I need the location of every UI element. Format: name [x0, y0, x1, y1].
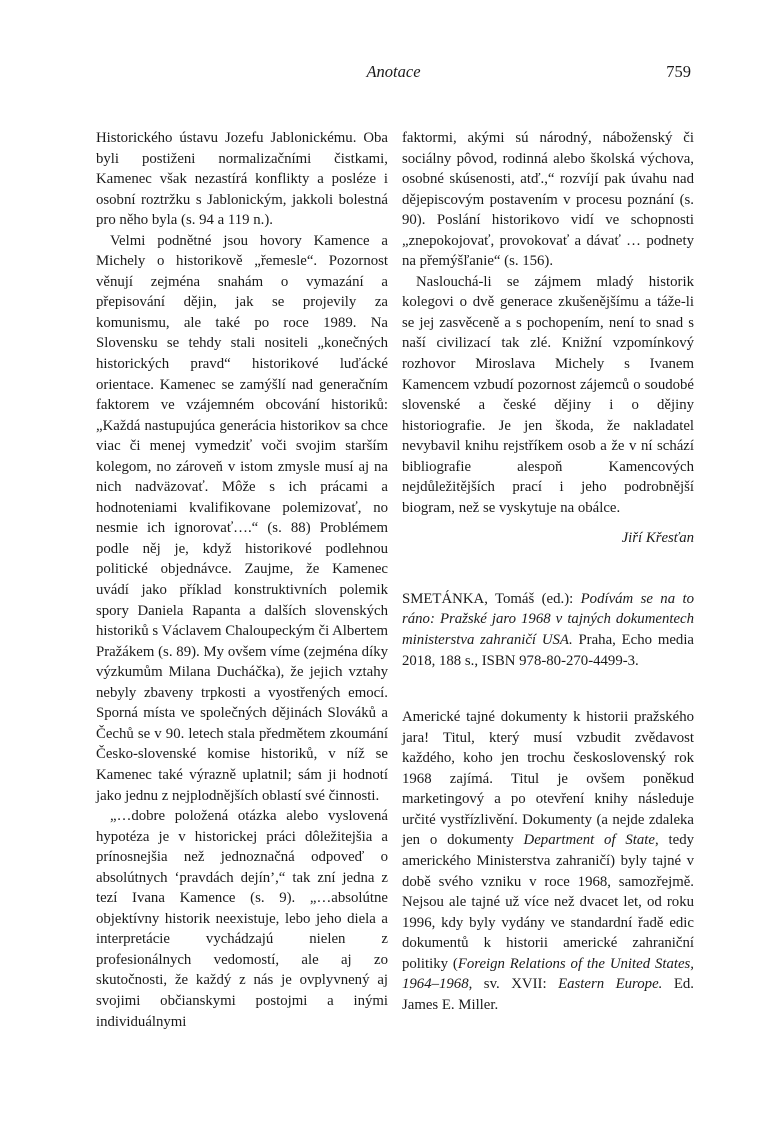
paragraph: Historického ústavu Jozefu Jablonickému. Oba byli postiženi normalizačními čistkami, Kamenec však nezastírá konflikty a posléze i osobní roztržku s Jablonickým, jakkoli bolestná pro něho byla (s. 94 a 119 n.). — [96, 130, 388, 229]
text-run: Ed. James E. Miller. — [402, 976, 694, 1013]
text-run: , sv. XVII: — [468, 976, 559, 993]
page-number: 759 — [666, 62, 691, 81]
left-column — [96, 128, 388, 1032]
paragraph — [402, 707, 694, 1015]
text-run: , tedy amerického Ministerstva zahraničí) byly tajné v době svého vzniku v roce 1968, samozřejmě. Nejsou ale tajné už více než dvacet let, od roku 1996, kdy byly vydány ve standardní řadě edic dokumentů k historii americké zahraniční politiky ( — [402, 832, 694, 972]
paragraph: Velmi podnětné jsou hovory Kamence a Michely o historikově „řemesle“. Pozornost věnují zejména snahám o vymazání a přepisování dějin, jak se projevily za komunismu, ale také po roce 1989. Na Slovensku se tehdy stali nositeli „konečných historických pravd“ historikové luďácké orientace. Kamenec se zamýšlí nad generačním faktorem ve vzájemném obcování historiků: „Každá nastupujúca generácia historikov sa chce viac či menej vymedziť voči svojim starším kolegom, no zároveň v istom zmysle musí aj na nich nadväzovať. Môže s ich prácami a hodnoteniami kvalifikovane polemizovať, no nesmie ich ignorovať….“ (s. 88) Problémem podle něj je, když historikové podlehnou politické objednávce. Zaujme, že Kamenec uvádí jako příklad konstruktivních polemik spory Daniela Rapanta a dalších slovenských historiků s Václavem Chaloupeckým či Albertem Pražákem (s. 89). My ovšem víme (zejména díky výzkumům Milana Ducháčka), že jejich vztahy nebyly zbaveny trpkosti a vyostřených emocí. Sporná místa ve společných dějinách Slováků a Čechů se v 90. letech stala předmětem zkoumání Česko-slovenské komise historiků, v níž se Kamenec také výrazně uplatnil; sám ji hodnotí jako jednu z nejplodnějších oblastí své činnosti. — [96, 232, 388, 804]
running-head — [96, 62, 691, 84]
right-column — [402, 128, 694, 1015]
review-author: SMETÁNKA, Tomáš (ed.): — [402, 590, 581, 607]
review-book-title: Podívám se na to ráno: Pražské jaro 1968 v tajných dokumentech ministerstva zahraničí USA. — [402, 590, 694, 649]
text-run-italic: Department of State — [523, 832, 655, 849]
bibliographic-entry — [402, 589, 694, 671]
paragraph: „…dobre položená otázka alebo vyslovená hypotéza je v historickej práci dôležitejšia a prínosnejšia než jednoznačná odpoveď o absolútnych ‘pravdách dejín’,“ tak zní jedna z tezí Ivana Kamence (s. 9). „…absolútne objektívny historik neexistuje, lebo jeho diela a interpretácie vychádzajú nielen z profesionálnych vedomostí, ale aj zo skutočnosti, že každý z nás je ovplyvnený aj svojimi občianskymi postojmi a inými individuálnymi — [96, 808, 388, 1030]
paragraph: faktormi, akými sú národný, náboženský či sociálny pôvod, rodinná alebo školská výchova, osobné skúsenosti, atď.,“ rozvíjí pak úvahu nad dějepiscovým postavením v procesu poznání (s. 90). Poslání historikovo vidí ve schopnosti „znepokojovať, provokovať a dávať … podnety na přemýšľanie“ (s. 156). — [402, 130, 694, 270]
text-run-italic: Foreign Relations of the United States, 1964–1968 — [402, 955, 694, 993]
review-imprint: Praha, Echo media 2018, 188 s., ISBN 978-80-270-4499-3. — [402, 632, 694, 669]
text-run: Americké tajné dokumenty k historii pražského jara! Titul, který musí vzbudit zvědavost každého, koho jen trochu československý rok 1968 zajímá. Titul je ovšem poněkud marketingový a po otevření knihy následuje určité vystřízlivění. Dokumenty (a nejde zdaleka jen o dokumenty — [402, 709, 694, 849]
running-title: Anotace — [366, 62, 421, 81]
paragraph: Naslouchá-li se zájmem mladý historik kolegovi o dvě generace zkušenějšímu a táže-li se jej zasvěceně a s pochopením, není to snad s naší civilizací tak zlé. Knižní vzpomínkový rozhovor Miroslava Michely s Ivanem Kamencem vzbudí pozornost zájemců o soudobé slovenské a české dějiny i o dějiny historiografie. Je jen škoda, že nakladatel nevybavil knihu rejstříkem osob a že v ní schází bibliografie alespoň Kamencových nejdůležitějších prací i jeho podrobnější biogram, než se vyskytuje na obálce. — [402, 273, 694, 516]
text-run-italic: Eastern Europe. — [558, 976, 663, 993]
review-signature: Jiří Křesťan — [621, 530, 694, 547]
